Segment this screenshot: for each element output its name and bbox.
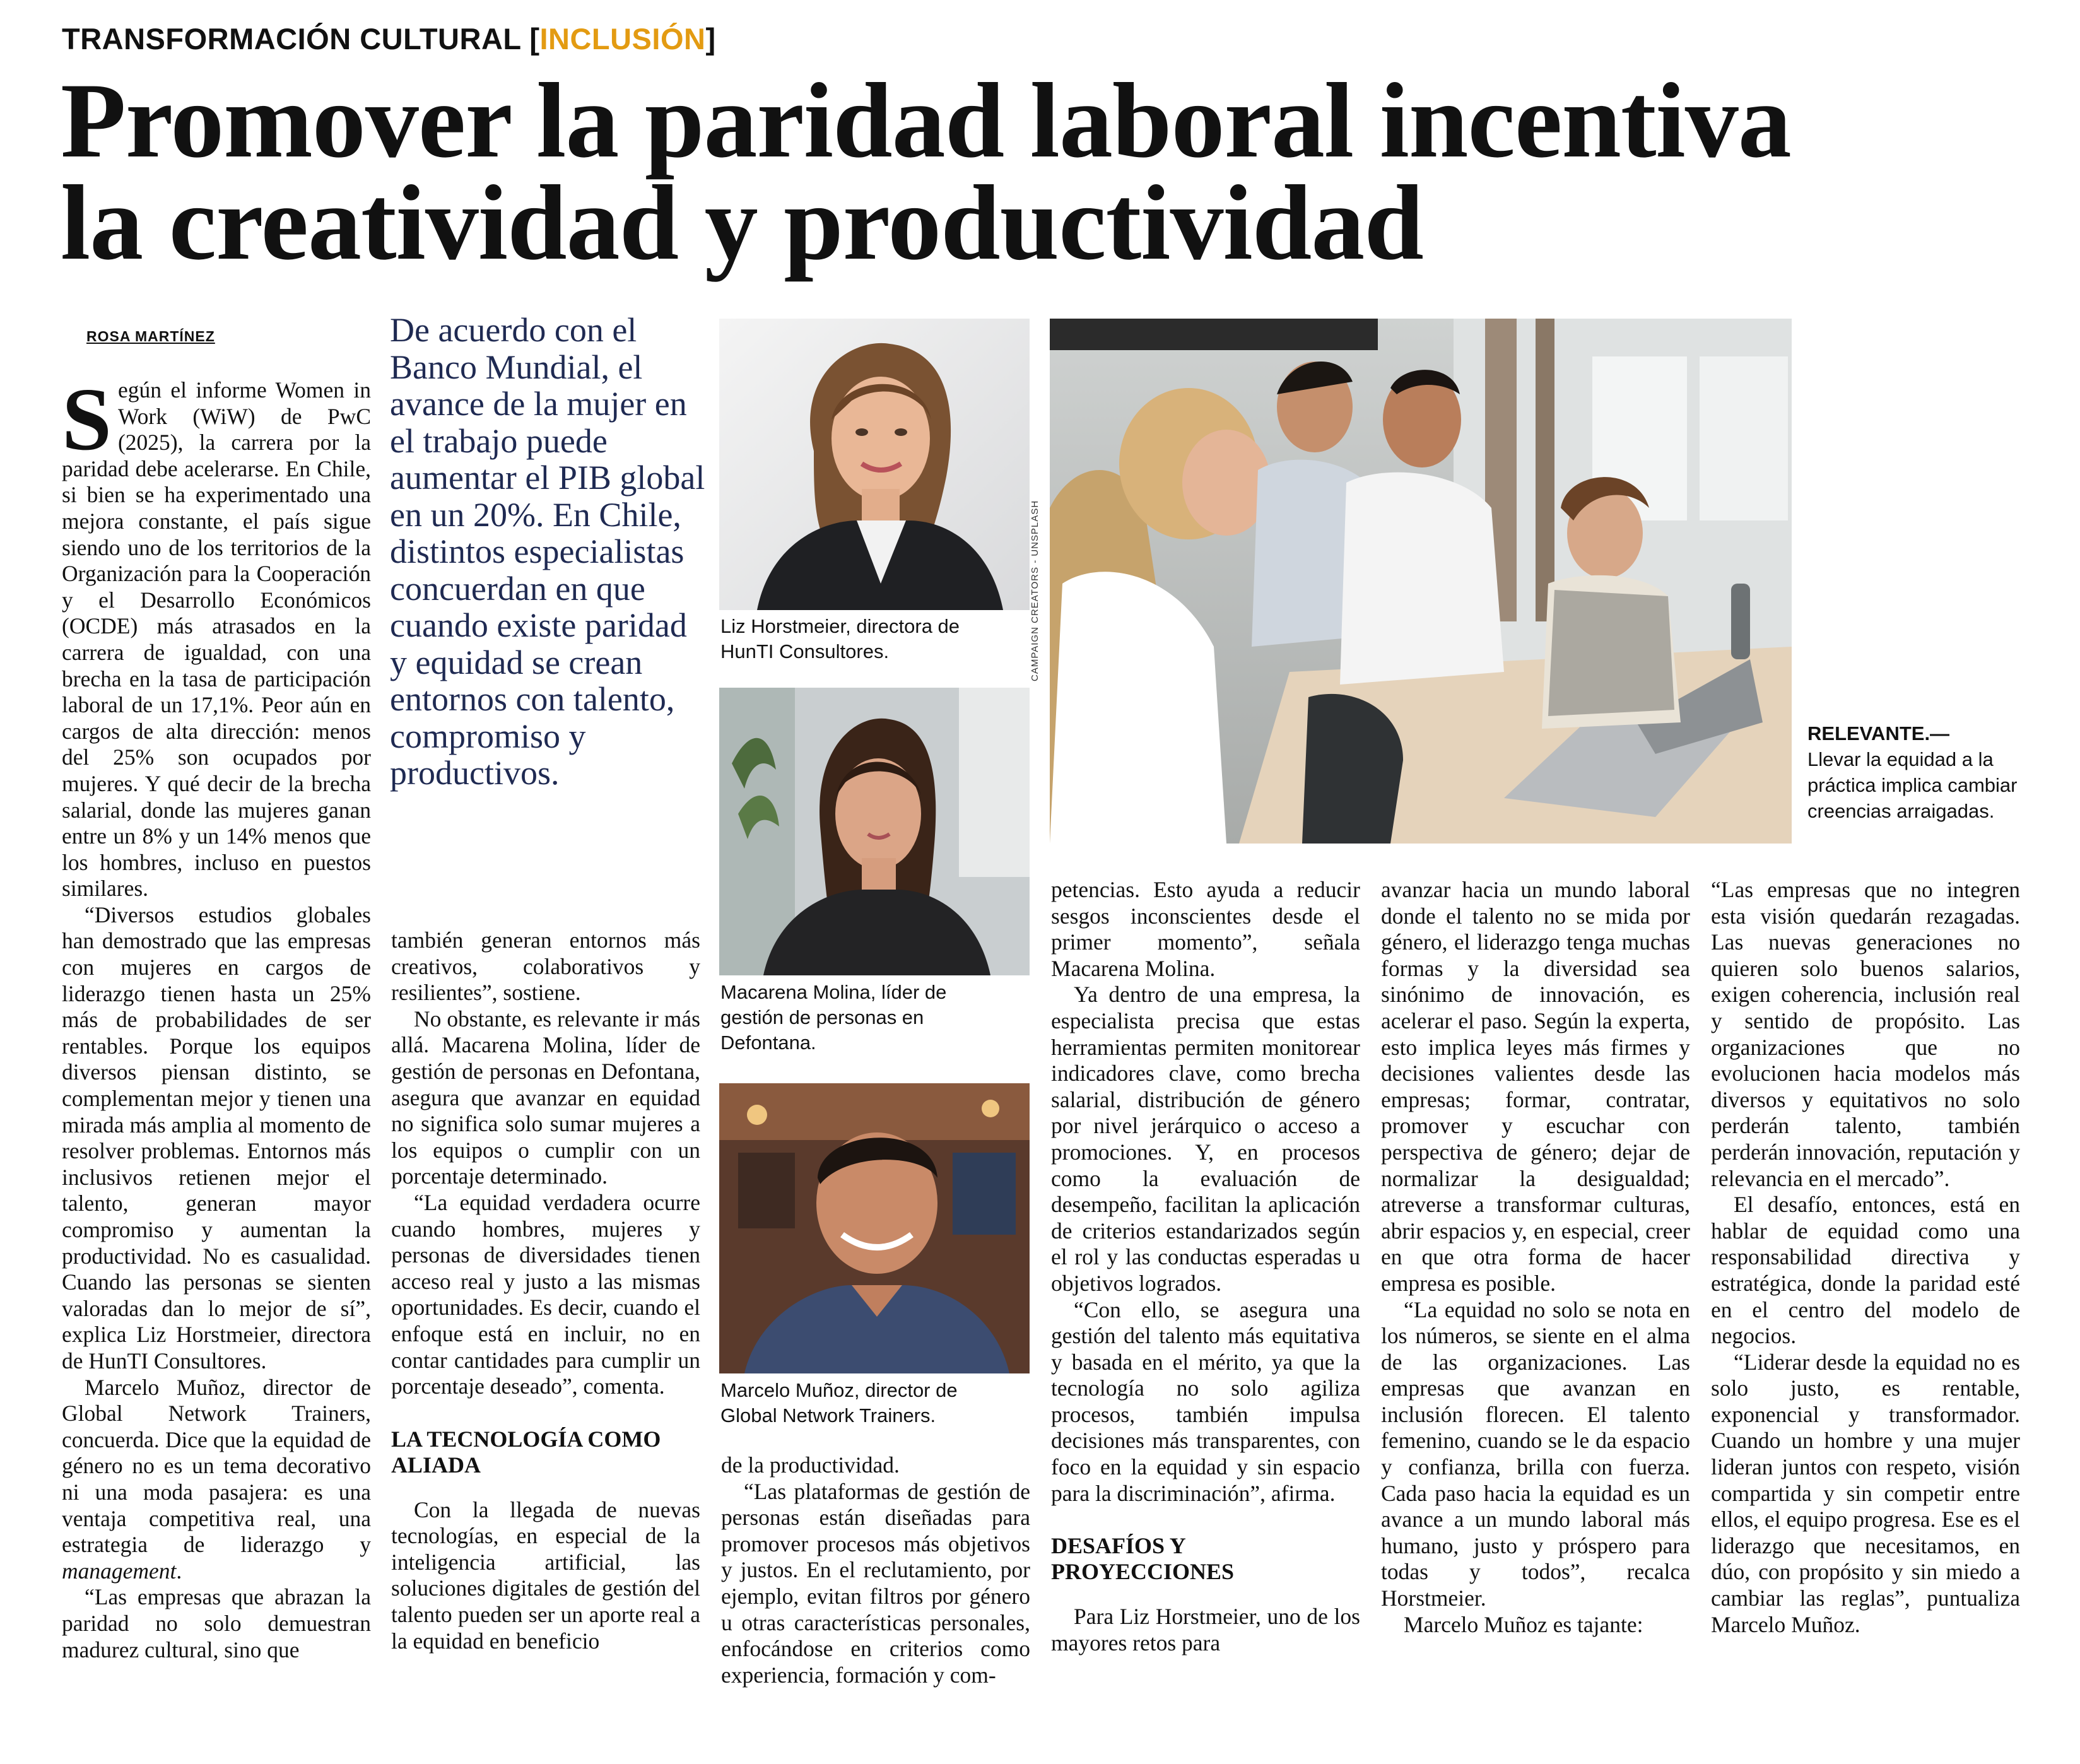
paragraph: El desafío, entonces, está en hablar de equidad como una responsabilidad directiva y estratégica, donde la paridad esté en el centro del modelo de negocios. [1711,1192,2020,1349]
article-column-3 [721,1452,1030,1688]
article-column-5 [1381,877,1690,1638]
pull-quote: De acuerdo con el Banco Mundial, el avance de la mujer en el trabajo puede aumentar el PIB global en un 20%. En Chile, distintos especialistas concuerdan en que cuando existe paridad y equidad se crean entornos con talento, compromiso y productivos. [390,311,705,792]
subheading: DESAFÍOS Y PROYECCIONES [1051,1533,1235,1585]
paragraph: avanzar hacia un mundo laboral donde el talento no se mida por género, el liderazgo tenga muchas formas y la diversidad sea sinónimo de innovación, es acelerar el paso. Según la experta, esto implica leyes más firmes y decisiones valientes desde las empresas; formar, contratar, promover y escuchar con perspectiva de género; dejar de normalizar la desigualdad; atreverse a transformar culturas, abrir espacios y, en especial, creer en que otra forma de hacer empresa es posible. [1381,877,1690,1296]
portrait-liz-horstmeier [719,319,1030,610]
portrait-caption: Macarena Molina, líder de gestión de personas en Defontana. [720,981,947,1054]
subheading: LA TECNOLOGÍA COMO ALIADA [391,1426,661,1478]
main-photo-caption [1807,720,2035,824]
article-column-1 [62,369,371,1663]
paragraph: “La equidad verdadera ocurre cuando hombres, mujeres y personas de diversidades tienen acceso real y justo a las mismas oportunidades. Es decir, cuando el enfoque está en incluir, no en contar cantidades para cumplir un porcentaje deseado”, comenta. [391,1189,700,1399]
caption-text: Llevar la equidad a la práctica implica cambiar creencias arraigadas. [1807,748,2018,822]
caption-lead: RELEVANTE.— [1807,722,1950,744]
paragraph: “Liderar desde la equidad no es solo justo, es rentable, exponencial y transformador. Cuando un hombre y una mujer lideran juntos con respeto, visión compartida y sin competir entre ellos, el equipo progresa. Ese es el liderazgo que necesitamos, en dúo, con propósito y sin miedo a cambiar las reglas”, puntualiza Marcelo Muñoz. [1711,1349,2020,1637]
kicker-bracket-open: [ [529,22,540,56]
paragraph: “Con ello, se asegura una gestión del talento más equitativa y basada en el mérito, ya que la tecnología no solo agiliza procesos, también impulsa decisiones más transparentes, con foco en la equidad y sin espacio para la discriminación”, afirma. [1051,1297,1360,1506]
portrait-caption: Marcelo Muñoz, director de Global Network Trainers. [720,1379,958,1426]
drop-cap: S [62,369,112,469]
paragraph: Para Liz Horstmeier, uno de los mayores retos para [1051,1604,1360,1655]
headline [61,61,2048,282]
portrait-image [719,1083,1030,1373]
main-photo-team [1050,319,1792,844]
paragraph: “Las empresas que abrazan la paridad no solo demuestran madurez cultural, sino que [62,1584,371,1662]
photo-credit: CAMPAIGN CREATORS - UNSPLASH [1030,500,1040,681]
portrait-macarena-molina [719,688,1030,975]
paragraph: Marcelo Muñoz, director de Global Network Trainers, concuerda. Dice que la equidad de género no es un tema decorativo ni una moda pasajera: es una ventaja competitiva real, una estrategia de liderazgo y management. [62,1374,371,1584]
paragraph: “Las plataformas de gestión de personas están diseñadas para promover procesos más objetivos y justos. En el reclutamiento, por ejemplo, evitan filtros por género u otras características personales, enfocándose en criterios como experiencia, formación y com- [721,1478,1030,1688]
article-column-2 [391,927,700,1654]
byline: ROSA MARTÍNEZ [86,328,215,344]
portrait-image [719,319,1030,610]
section-kicker [62,21,716,56]
article-column-6 [1711,877,2020,1638]
paragraph: de la productividad. [721,1452,900,1478]
paragraph: también generan entornos más creativos, colaborativos y resilientes”, sostiene. [391,927,700,1006]
main-photo-image [1050,319,1792,844]
paragraph: Marcelo Muñoz es tajante: [1404,1611,1643,1637]
headline-line-1: Promover la paridad laboral incentiva [61,61,1791,180]
headline-line-2: la creatividad y productividad [61,163,1423,282]
section-name: TRANSFORMACIÓN CULTURAL [62,22,521,56]
paragraph: “La equidad no solo se nota en los números, se siente en el alma de las organizaciones. Las empresas que avanzan en inclusión florecen. El talento femenino, cuando se le da espacio y confianza, brilla con fuerza. Cada paso hacia la equidad es un avance a un mundo laboral más humano, justo y próspero para todas y todos”, recalca Horstmeier. [1381,1297,1690,1611]
portrait-marcelo-munoz [719,1083,1030,1373]
intro-paragraph: Según el informe Women in Work (WiW) de PwC (2025), la carrera por la paridad debe acelerarse. En Chile, si bien se ha experimentado una mejora constante, el país sigue siendo uno de los territorios de la Organización para la Cooperación y el Desarrollo Económicos (OCDE) más atrasados en la carrera de igualdad, con una brecha en la tasa de participación laboral de un 17,1%. Peor aún en cargos de alta dirección: menos del 25% son ocupados por mujeres. Y qué decir de la brecha salarial, donde las mujeres ganan entre un 8% y un 14% menos que los hombres, incluso en puestos similares. [62,369,371,902]
section-tag: INCLUSIÓN [539,22,706,56]
paragraph: Con la llegada de nuevas tecnologías, en especial de la inteligencia artificial, las soluciones digitales de gestión del talento pueden ser un aporte real a la equidad en beneficio [391,1496,700,1654]
paragraph: “Diversos estudios globales han demostrado que las empresas con mujeres en cargos de liderazgo tienen hasta un 25% más de probabilidades de ser rentables. Porque los equipos diversos piensan distinto, se complementan mejor y tienen una mirada más amplia al momento de resolver problemas. Entornos más inclusivos retienen mejor el talento, generan mayor compromiso y aumentan la productividad. No es casualidad. Cuando las personas se sienten valoradas dan lo mejor de sí”, explica Liz Horstmeier, directora de HunTI Consultores. [62,902,371,1373]
paragraph: No obstante, es relevante ir más allá. Macarena Molina, líder de gestión de personas en Defontana, asegura que avanzar en equidad no significa solo sumar mujeres a los equipos o cumplir con un porcentaje determinado. [391,1006,700,1189]
paragraph: petencias. Esto ayuda a reducir sesgos inconscientes desde el primer momento”, señala Macarena Molina. [1051,877,1360,981]
portrait-image [719,688,1030,975]
paragraph: Ya dentro de una empresa, la especialista precisa que estas herramientas permiten monitorear indicadores clave, como brecha salarial, distribución de género por nivel jerárquico o acceso a promociones. Y, en procesos como la evaluación de desempeño, facilitan la aplicación de criterios estandarizados según el rol y las conductas esperadas u objetivos logrados. [1051,982,1360,1296]
kicker-bracket-close: ] [705,22,716,56]
article-column-4 [1051,877,1360,1656]
portrait-caption: Liz Horstmeier, directora de HunTI Consultores. [720,615,960,662]
paragraph: “Las empresas que no integren esta visión quedarán rezagadas. Las nuevas generaciones no quieren solo buenos salarios, exigen coherencia, inclusión real y sentido de propósito. Las organizaciones que no evolucionen hacia modelos más diversos y equitativos no solo perderán talento, también perderán innovación, reputación y relevancia en el mercado”. [1711,877,2020,1191]
